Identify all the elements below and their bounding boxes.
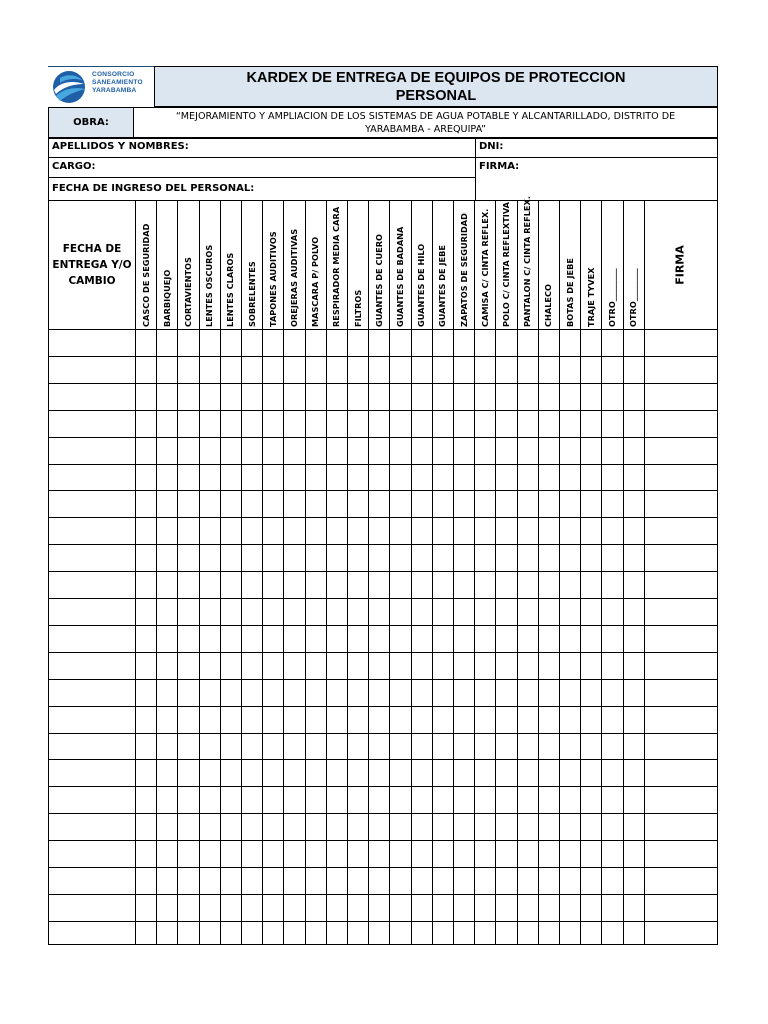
table-row[interactable] bbox=[49, 572, 717, 598]
fecha-entrega-header: FECHA DE ENTREGA Y/O CAMBIO bbox=[52, 243, 132, 287]
logo-line-3: YARABAMBA bbox=[92, 87, 137, 94]
item-header-label: CASCO DE SEGURIDAD bbox=[140, 223, 151, 327]
logo-top-rule bbox=[48, 66, 154, 67]
table-row[interactable] bbox=[49, 814, 717, 840]
table-row[interactable] bbox=[49, 653, 717, 679]
item-header-label: LENTES CLAROS bbox=[225, 252, 236, 327]
item-header bbox=[580, 201, 601, 329]
fecha-ingreso-label: FECHA DE INGRESO DEL PERSONAL: bbox=[52, 183, 255, 194]
table-row[interactable] bbox=[49, 787, 717, 813]
firma-header-label: FIRMA bbox=[673, 245, 687, 285]
epp-delivery-table bbox=[48, 196, 718, 945]
table-row[interactable] bbox=[49, 465, 717, 491]
firma-label: FIRMA: bbox=[479, 161, 520, 172]
table-row[interactable] bbox=[49, 357, 717, 383]
table-row[interactable] bbox=[49, 438, 717, 464]
apellidos-label: APELLIDOS Y NOMBRES: bbox=[52, 141, 189, 152]
item-header-label: GUANTES DE JEBE bbox=[437, 245, 448, 327]
form-title-box bbox=[154, 66, 718, 107]
item-header-label: BARBIQUEJO bbox=[161, 269, 172, 327]
item-header bbox=[538, 201, 559, 329]
item-header-label: CORTAVIENTOS bbox=[182, 257, 193, 327]
obra-value: “MEJORAMIENTO Y AMPLIACION DE LOS SISTEMAS DE AGUA POTABLE Y ALCANTARILLADO, DISTRITO DE YARABAMBA - AREQUIPA” bbox=[133, 107, 718, 138]
item-header bbox=[601, 201, 622, 329]
item-header bbox=[432, 201, 453, 329]
table-row[interactable] bbox=[49, 599, 717, 625]
item-header-label: ZAPATOS DE SEGURIDAD bbox=[458, 213, 469, 327]
item-header bbox=[283, 201, 304, 329]
item-header bbox=[177, 201, 198, 329]
item-header-label: MASCARA P/ POLVO bbox=[310, 236, 321, 327]
item-header-label: OTRO________ bbox=[628, 268, 639, 327]
consorcio-logo-icon bbox=[50, 70, 88, 104]
logo-line-2: SANEAMIENTO bbox=[92, 79, 143, 86]
obra-label: OBRA: bbox=[48, 107, 134, 138]
table-row[interactable] bbox=[49, 734, 717, 760]
item-header bbox=[453, 201, 474, 329]
firma-header bbox=[644, 201, 717, 329]
item-header-label: TAPONES AUDITIVOS bbox=[267, 231, 278, 327]
item-header bbox=[305, 201, 326, 329]
item-header-label: TRAJE TYVEX bbox=[585, 267, 596, 327]
table-row[interactable] bbox=[49, 384, 717, 410]
table-row[interactable] bbox=[49, 868, 717, 894]
table-row[interactable] bbox=[49, 707, 717, 733]
item-header bbox=[623, 201, 644, 329]
item-header bbox=[411, 201, 432, 329]
table-row[interactable] bbox=[49, 330, 717, 356]
item-header bbox=[262, 201, 283, 329]
item-header bbox=[199, 201, 220, 329]
table-row[interactable] bbox=[49, 411, 717, 437]
item-header-label: OREJERAS AUDITIVAS bbox=[288, 228, 299, 327]
cargo-label: CARGO: bbox=[52, 161, 96, 172]
table-row[interactable] bbox=[49, 491, 717, 517]
table-row[interactable] bbox=[49, 626, 717, 652]
item-header-label: GUANTES DE HILO bbox=[416, 243, 427, 327]
item-header bbox=[368, 201, 389, 329]
item-header-label: GUANTES DE CUERO bbox=[373, 234, 384, 327]
item-header bbox=[156, 201, 177, 329]
item-header-label: RESPIRADOR MEDIA CARA bbox=[331, 206, 342, 327]
item-header-label: LENTES OSCUROS bbox=[204, 244, 215, 327]
item-header bbox=[517, 196, 538, 329]
table-row[interactable] bbox=[49, 760, 717, 786]
item-header-label: GUANTES DE BADANA bbox=[394, 226, 405, 327]
item-header-label: BOTAS DE JEBE bbox=[564, 258, 575, 327]
item-header-label: PANTALON C/ CINTA REFLEX. bbox=[522, 196, 533, 327]
item-header bbox=[495, 201, 516, 329]
item-header bbox=[474, 201, 495, 329]
apellidos-field[interactable] bbox=[48, 138, 476, 158]
item-header-label: OTRO________ bbox=[606, 268, 617, 327]
firma-field[interactable] bbox=[475, 157, 718, 201]
logo-line-1: CONSORCIO bbox=[92, 71, 135, 78]
table-row[interactable] bbox=[49, 518, 717, 544]
table-row[interactable] bbox=[49, 922, 717, 948]
table-row[interactable] bbox=[49, 545, 717, 571]
dni-label: DNI: bbox=[479, 141, 504, 152]
item-header-label: FILTROS bbox=[352, 289, 363, 327]
fecha-ingreso-field[interactable] bbox=[48, 177, 476, 201]
table-row[interactable] bbox=[49, 895, 717, 921]
item-header bbox=[220, 201, 241, 329]
item-header bbox=[241, 201, 262, 329]
item-header bbox=[135, 201, 156, 329]
item-header-label: SOBRELENTES bbox=[246, 261, 257, 327]
dni-field[interactable] bbox=[475, 138, 718, 158]
item-header-label: CHALECO bbox=[543, 284, 554, 327]
item-header bbox=[389, 201, 410, 329]
item-header-label: POLO C/ CINTA REFLEXTIVA bbox=[500, 202, 511, 327]
cargo-field[interactable] bbox=[48, 157, 476, 178]
item-header bbox=[326, 201, 347, 329]
logo-wordmark bbox=[92, 71, 156, 95]
item-header-label: CAMISA C/ CINTA REFLEX. bbox=[479, 208, 490, 327]
form-title: KARDEX DE ENTREGA DE EQUIPOS DE PROTECCION PERSONAL bbox=[246, 69, 626, 104]
item-header bbox=[347, 201, 368, 329]
item-header bbox=[559, 201, 580, 329]
table-row[interactable] bbox=[49, 841, 717, 867]
table-row[interactable] bbox=[49, 680, 717, 706]
